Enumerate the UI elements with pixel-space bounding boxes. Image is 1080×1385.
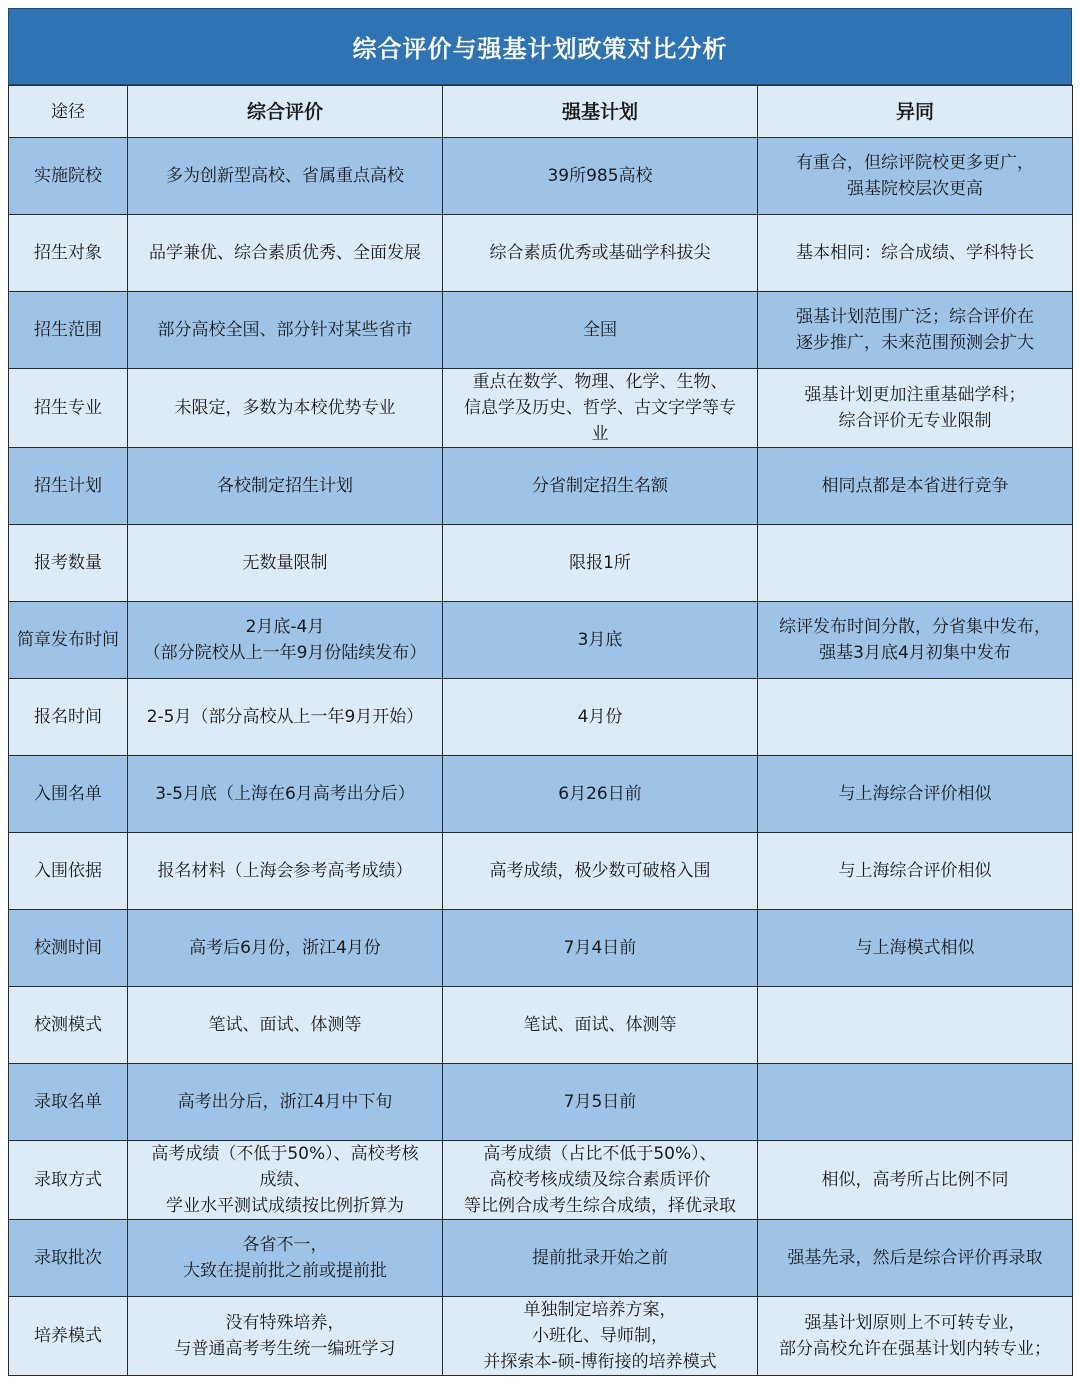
- cell-similarities-differences: [758, 292, 1073, 369]
- cell-text-line: 逐步推广，未来范围预测会扩大: [796, 333, 1034, 353]
- cell-text-line: 7月5日前: [563, 1092, 637, 1112]
- cell-text-line: 强基院校层次更高: [847, 179, 983, 199]
- row-label: 报名时间: [9, 679, 128, 756]
- cell-text-line: 2月底-4月: [245, 617, 325, 637]
- table-header-row: [9, 86, 1073, 138]
- cell-text-line: 高考成绩，极少数可破格入围: [489, 861, 711, 881]
- cell-strong-foundation-plan: [443, 833, 758, 910]
- table-row: [9, 1064, 1073, 1141]
- cell-strong-foundation-plan: [443, 448, 758, 525]
- cell-comprehensive-evaluation: [128, 602, 443, 679]
- cell-text-line: 7月4日前: [563, 938, 637, 958]
- table-row: [9, 448, 1073, 525]
- table-row: [9, 756, 1073, 833]
- cell-similarities-differences: [758, 448, 1073, 525]
- cell-text-line: 各校制定招生计划: [217, 476, 353, 496]
- table-row: [9, 679, 1073, 756]
- table-row: [9, 369, 1073, 448]
- cell-text-line: 全国: [583, 320, 617, 340]
- header-similarities-differences: 异同: [758, 86, 1073, 138]
- cell-text-line: 学业水平测试成绩按比例折算为: [166, 1196, 404, 1216]
- row-label: 培养模式: [9, 1297, 128, 1376]
- cell-similarities-differences: [758, 1297, 1073, 1376]
- cell-text-line: 多为创新型高校、省属重点高校: [166, 166, 404, 186]
- cell-text-line: 笔试、面试、体测等: [208, 1015, 362, 1035]
- row-label: 报考数量: [9, 525, 128, 602]
- page-title: 综合评价与强基计划政策对比分析: [8, 8, 1072, 85]
- cell-text-line: 基本相同：综合成绩、学科特长: [796, 243, 1034, 263]
- cell-similarities-differences: [758, 602, 1073, 679]
- row-label: 招生专业: [9, 369, 128, 448]
- cell-strong-foundation-plan: [443, 138, 758, 215]
- cell-similarities-differences: [758, 910, 1073, 987]
- cell-text-line: 高校考核成绩及综合素质评价: [489, 1170, 711, 1190]
- cell-strong-foundation-plan: [443, 756, 758, 833]
- cell-comprehensive-evaluation: [128, 215, 443, 292]
- table-row: [9, 138, 1073, 215]
- cell-text-line: 笔试、面试、体测等: [523, 1015, 677, 1035]
- cell-comprehensive-evaluation: [128, 292, 443, 369]
- cell-text-line: 高考成绩（占比不低于50%）、: [483, 1144, 717, 1164]
- table-row: [9, 602, 1073, 679]
- cell-comprehensive-evaluation: [128, 987, 443, 1064]
- table-row: [9, 1220, 1073, 1297]
- cell-text-line: 成绩、: [259, 1170, 311, 1190]
- cell-similarities-differences: [758, 138, 1073, 215]
- table-row: [9, 833, 1073, 910]
- cell-text-line: 有重合，但综评院校更多更广，: [796, 153, 1034, 173]
- cell-strong-foundation-plan: [443, 602, 758, 679]
- cell-text-line: 6月26日前: [558, 784, 642, 804]
- cell-similarities-differences: [758, 215, 1073, 292]
- cell-comprehensive-evaluation: [128, 1220, 443, 1297]
- cell-strong-foundation-plan: [443, 1064, 758, 1141]
- header-comprehensive-evaluation: 综合评价: [128, 86, 443, 138]
- cell-comprehensive-evaluation: [128, 833, 443, 910]
- row-label: 录取批次: [9, 1220, 128, 1297]
- cell-text-line: 部分高校允许在强基计划内转专业；: [779, 1339, 1051, 1359]
- table-row: [9, 1297, 1073, 1376]
- cell-strong-foundation-plan: [443, 525, 758, 602]
- cell-similarities-differences: [758, 987, 1073, 1064]
- cell-text-line: 强基计划更加注重基础学科；: [804, 385, 1026, 405]
- cell-text-line: 各省不一，: [242, 1235, 328, 1255]
- cell-text-line: 与上海综合评价相似: [838, 784, 992, 804]
- cell-text-line: 4月份: [577, 707, 623, 727]
- row-label: 入围名单: [9, 756, 128, 833]
- cell-comprehensive-evaluation: [128, 1064, 443, 1141]
- cell-similarities-differences: [758, 525, 1073, 602]
- comparison-table: [8, 85, 1073, 1376]
- cell-text-line: 综评发布时间分散，分省集中发布，: [779, 617, 1051, 637]
- cell-comprehensive-evaluation: [128, 138, 443, 215]
- header-strong-foundation-plan: 强基计划: [443, 86, 758, 138]
- cell-comprehensive-evaluation: [128, 525, 443, 602]
- cell-comprehensive-evaluation: [128, 756, 443, 833]
- cell-text-line: 强基3月底4月初集中发布: [819, 643, 1011, 663]
- table-row: [9, 215, 1073, 292]
- cell-similarities-differences: [758, 1220, 1073, 1297]
- cell-text-line: 强基计划范围广泛；综合评价在: [796, 307, 1034, 327]
- cell-text-line: （部分院校从上一年9月份陆续发布）: [143, 643, 427, 663]
- comparison-document: [8, 8, 1072, 1376]
- cell-text-line: 未限定，多数为本校优势专业: [174, 398, 396, 418]
- cell-strong-foundation-plan: [443, 215, 758, 292]
- row-label: 校测时间: [9, 910, 128, 987]
- cell-text-line: 提前批录开始之前: [532, 1248, 668, 1268]
- cell-text-line: 3月底: [577, 630, 623, 650]
- cell-text-line: 报名材料（上海会参考高考成绩）: [157, 861, 413, 881]
- cell-text-line: 限报1所: [569, 553, 631, 573]
- row-label: 简章发布时间: [9, 602, 128, 679]
- row-label: 录取方式: [9, 1141, 128, 1220]
- table-row: [9, 1141, 1073, 1220]
- row-label: 校测模式: [9, 987, 128, 1064]
- cell-text-line: 与普通高考考生统一编班学习: [174, 1339, 396, 1359]
- cell-text-line: 与上海模式相似: [855, 938, 975, 958]
- cell-strong-foundation-plan: [443, 1297, 758, 1376]
- row-label: 招生范围: [9, 292, 128, 369]
- cell-similarities-differences: [758, 1141, 1073, 1220]
- cell-text-line: 分省制定招生名额: [532, 476, 668, 496]
- row-label: 入围依据: [9, 833, 128, 910]
- cell-comprehensive-evaluation: [128, 369, 443, 448]
- cell-text-line: 信息学及历史、哲学、古文字学等专: [464, 398, 736, 418]
- cell-comprehensive-evaluation: [128, 448, 443, 525]
- cell-comprehensive-evaluation: [128, 910, 443, 987]
- cell-strong-foundation-plan: [443, 1141, 758, 1220]
- cell-similarities-differences: [758, 1064, 1073, 1141]
- cell-comprehensive-evaluation: [128, 1141, 443, 1220]
- cell-comprehensive-evaluation: [128, 679, 443, 756]
- cell-text-line: 2-5月（部分高校从上一年9月开始）: [146, 707, 424, 727]
- cell-text-line: 相同点都是本省进行竞争: [821, 476, 1009, 496]
- cell-text-line: 没有特殊培养，: [225, 1313, 345, 1333]
- table-row: [9, 525, 1073, 602]
- row-label: 录取名单: [9, 1064, 128, 1141]
- cell-similarities-differences: [758, 756, 1073, 833]
- cell-similarities-differences: [758, 833, 1073, 910]
- cell-strong-foundation-plan: [443, 1220, 758, 1297]
- cell-text-line: 相似，高考所占比例不同: [821, 1170, 1009, 1190]
- cell-text-line: 高考成绩（不低于50%）、高校考核: [151, 1144, 419, 1164]
- cell-text-line: 业: [591, 424, 609, 444]
- cell-text-line: 小班化、导师制，: [532, 1326, 668, 1346]
- cell-text-line: 39所985高校: [547, 166, 653, 186]
- table-row: [9, 987, 1073, 1064]
- cell-text-line: 部分高校全国、部分针对某些省市: [157, 320, 413, 340]
- row-label: 招生对象: [9, 215, 128, 292]
- cell-text-line: 与上海综合评价相似: [838, 861, 992, 881]
- cell-text-line: 大致在提前批之前或提前批: [183, 1261, 387, 1281]
- cell-text-line: 强基计划原则上不可转专业，: [804, 1313, 1026, 1333]
- cell-text-line: 无数量限制: [242, 553, 328, 573]
- table-row: [9, 910, 1073, 987]
- table-row: [9, 292, 1073, 369]
- cell-comprehensive-evaluation: [128, 1297, 443, 1376]
- cell-strong-foundation-plan: [443, 292, 758, 369]
- cell-text-line: 3-5月底（上海在6月高考出分后）: [155, 784, 415, 804]
- cell-text-line: 强基先录，然后是综合评价再录取: [787, 1248, 1043, 1268]
- row-label: 实施院校: [9, 138, 128, 215]
- cell-text-line: 单独制定培养方案，: [523, 1300, 677, 1320]
- header-route: 途径: [9, 86, 128, 138]
- cell-text-line: 品学兼优、综合素质优秀、全面发展: [149, 243, 421, 263]
- cell-strong-foundation-plan: [443, 369, 758, 448]
- cell-strong-foundation-plan: [443, 910, 758, 987]
- cell-text-line: 并探索本-硕-博衔接的培养模式: [483, 1352, 717, 1372]
- cell-text-line: 等比例合成考生综合成绩，择优录取: [464, 1196, 736, 1216]
- cell-text-line: 重点在数学、物理、化学、生物、: [472, 372, 728, 392]
- row-label: 招生计划: [9, 448, 128, 525]
- cell-strong-foundation-plan: [443, 679, 758, 756]
- cell-text-line: 高考后6月份，浙江4月份: [189, 938, 381, 958]
- cell-text-line: 高考出分后，浙江4月中下旬: [177, 1092, 393, 1112]
- cell-text-line: 综合评价无专业限制: [838, 411, 992, 431]
- cell-similarities-differences: [758, 369, 1073, 448]
- cell-similarities-differences: [758, 679, 1073, 756]
- cell-strong-foundation-plan: [443, 987, 758, 1064]
- cell-text-line: 综合素质优秀或基础学科拔尖: [489, 243, 711, 263]
